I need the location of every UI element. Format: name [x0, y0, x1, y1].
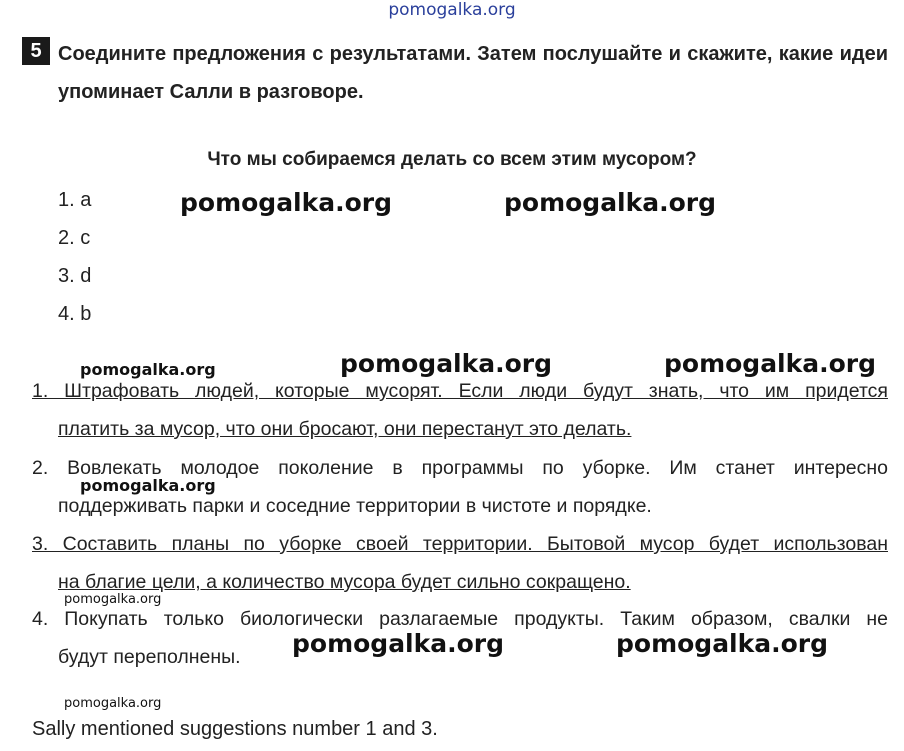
watermark: pomogalka.org	[64, 592, 162, 607]
suggestion-line: на благие цели, а количество мусора будет сильно сокращено.	[58, 571, 631, 593]
suggestion-line: 1. Штрафовать людей, которые мусорят. Если люди будут знать, что им придется	[32, 380, 888, 402]
answer-item: 4. b	[58, 303, 92, 325]
suggestion-line: 2. Вовлекать молодое поколение в программы по уборке. Им станет интересно	[32, 457, 888, 479]
suggestion-line: 4. Покупать только биологически разлагаемые продукты. Таким образом, свалки не	[32, 608, 888, 630]
watermark: pomogalka.org	[504, 188, 717, 217]
watermark: pomogalka.org	[180, 188, 393, 217]
task-instruction: Соедините предложения с результатами. Затем послушайте и скажите, какие идеи упоминает Салли в разговоре.	[58, 43, 888, 103]
suggestion-line: 3. Составить планы по уборке своей территории. Бытовой мусор будет использован	[32, 533, 888, 555]
summary-answer: Sally mentioned suggestions number 1 and 3.	[32, 718, 438, 740]
answer-item: 2. c	[58, 227, 91, 249]
watermark: pomogalka.org	[340, 349, 553, 378]
watermark: pomogalka.org	[80, 476, 216, 495]
suggestion-item	[32, 600, 888, 676]
answer-item: 1. a	[58, 189, 92, 211]
question-heading: Что мы собираемся делать со всем этим мусором?	[207, 149, 697, 170]
suggestion-line: поддерживать парки и соседние территории в чистоте и порядке.	[58, 495, 652, 517]
suggestion-item	[32, 449, 888, 525]
suggestion-item	[32, 525, 888, 601]
watermark: pomogalka.org	[664, 349, 877, 378]
suggestion-line: платить за мусор, что они бросают, они перестанут это делать.	[58, 418, 632, 440]
suggestion-item	[32, 372, 888, 448]
watermark: pomogalka.org	[292, 629, 505, 658]
site-watermark-top: pomogalka.org	[388, 0, 516, 20]
answer-item: 3. d	[58, 265, 92, 287]
watermark: pomogalka.org	[616, 629, 829, 658]
suggestion-line: будут переполнены.	[58, 646, 241, 668]
task-number-badge: 5	[22, 37, 50, 65]
watermark: pomogalka.org	[80, 360, 216, 379]
watermark: pomogalka.org	[64, 696, 162, 711]
